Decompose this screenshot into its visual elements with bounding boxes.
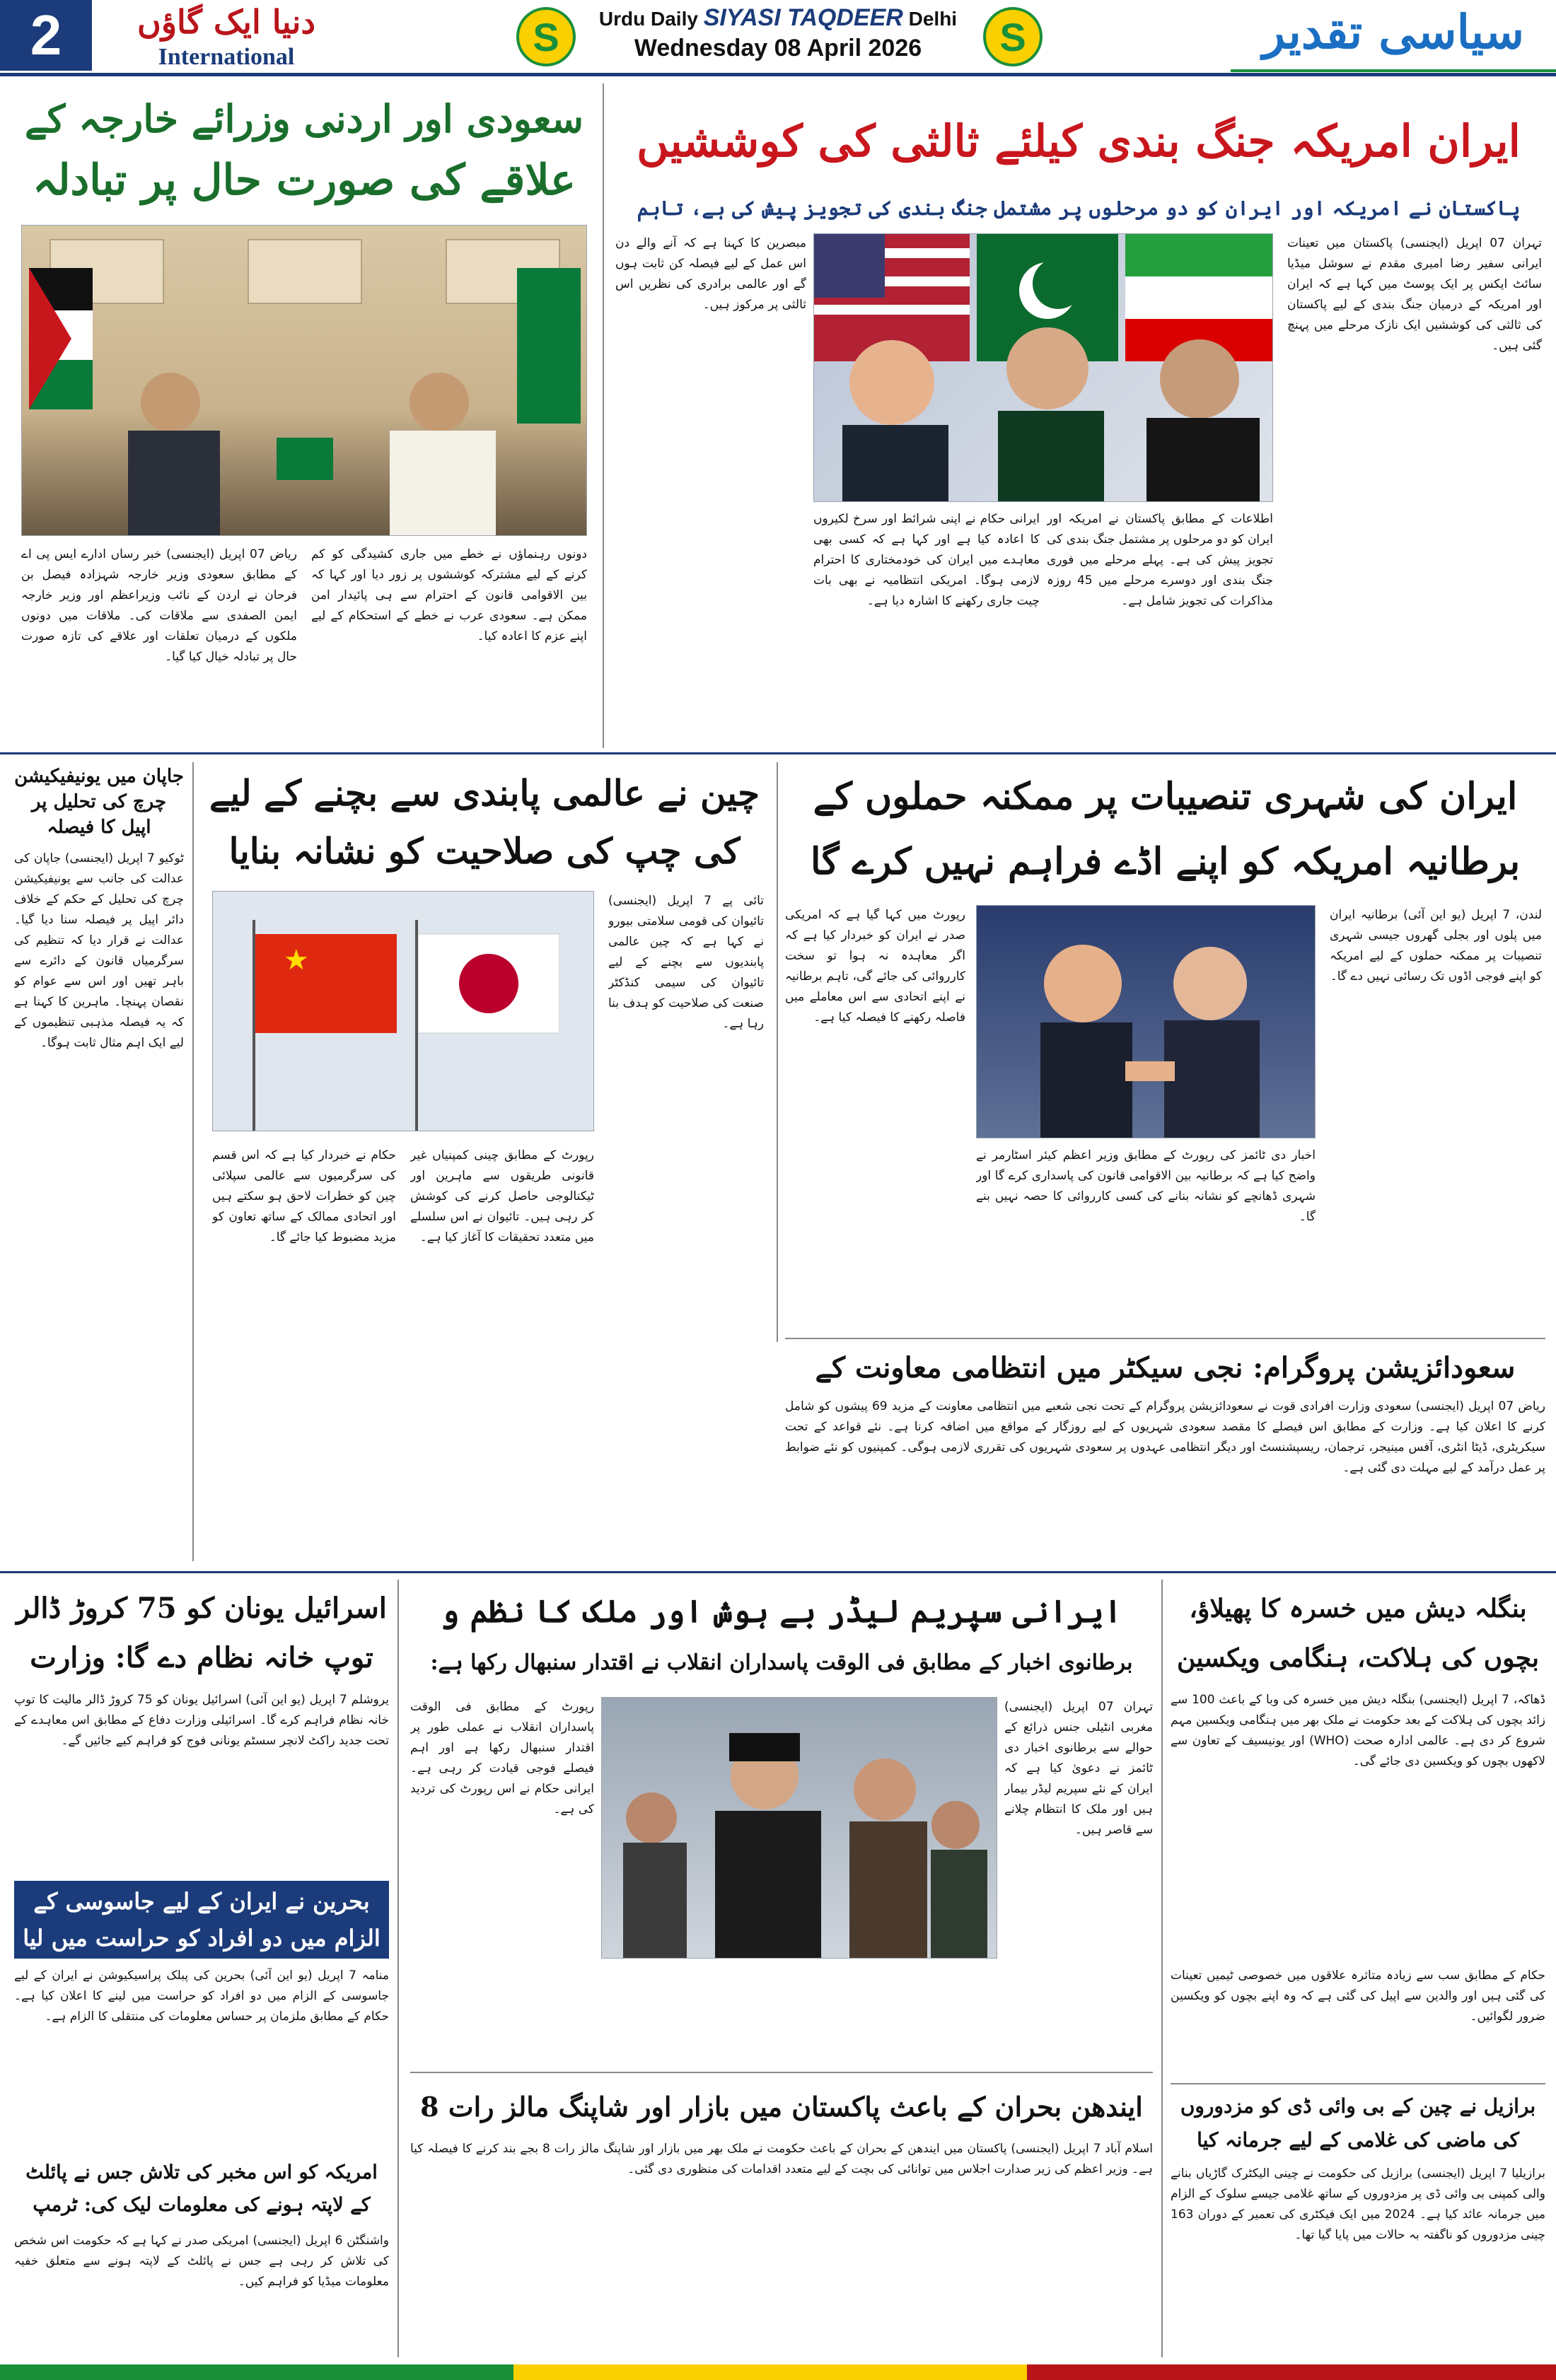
divider (410, 2072, 1153, 2073)
israel-greece-headline-2: توپ خانہ نظام دے گا: وزارت (30, 1641, 373, 1674)
saudi-jordan-headline-2: علاقے کی صورت حال پر تبادلہ (33, 156, 576, 205)
uk-us-leaders-photo (976, 905, 1316, 1138)
page-number: 2 (0, 0, 92, 71)
crowd-illustration (602, 1698, 997, 1959)
column-divider (1161, 1580, 1163, 2357)
saudisation-body: ریاض 07 اپریل (ایجنسی) سعودی وزارت افرادی قوت نے سعودائزیشن پروگرام کے تحت نجی شعبے میں انتظامی معاونت کے مزید 69 پیشوں کو شامل کرنے کا اعلان کیا ہے۔ وزارت کے مطابق اس فیصلے کا مقصد سعودی شہریوں کے لیے روزگار کے مواقع میں اضافہ کرنا ہے۔ نئے قواعد کے تحت سیکریٹری، ڈیٹا انٹری، آفس مینیجر، ترجمان، ریسپشنسٹ اور دیگر انتظامی عہدوں پر سعودی شہریوں کی تقرری لازمی ہوگی۔ کمپنیوں کو نئے ضوابط پر عمل درآمد کے لیے مہلت دی گئی ہے۔ (785, 1399, 1545, 1475)
logo-left-icon: S (516, 7, 576, 66)
meeting-illustration (22, 226, 587, 536)
taiwan-body-3: حکام نے خبردار کیا ہے کہ اس قسم کی سرگرمیوں سے عالمی سپلائی چین کو خطرات لاحق ہو سکتے ہیں اور اتحادی ممالک کے ساتھ تعاون کو مزید مضبوط کیا جائے گا۔ (212, 1148, 396, 1244)
measles-body-2: حکام کے مطابق سب سے زیادہ متاثرہ علاقوں میں خصوصی ٹیمیں تعینات کی گئی ہیں اور والدین سے اپیل کی گئی ہے کہ وہ اپنے بچوں کو ویکسین ضرور لگوائیں۔ (1171, 1968, 1545, 2024)
ceasefire-body-1: تہران 07 اپریل (ایجنسی) پاکستان میں تعینات ایرانی سفیر رضا امیری مقدم نے سوشل میڈیا سائٹ ایکس پر ایک پوسٹ میں کہا ہے کہ ایران اور امریکہ کے درمیان جنگ بندی کے لیے پاکستان کی ثالثی کی کوششیں ایک نازک مرحلے میں پہنچ گئی ہیں۔ (1287, 236, 1542, 353)
taiwan-body-2: رپورٹ کے مطابق چینی کمپنیاں غیر قانونی طریقوں سے ماہرین اور ٹیکنالوجی حاصل کرنے کی کوشش کر رہی ہیں۔ تائیوان نے اس سلسلے میں متعدد تحقیقات کا آغاز کیا ہے۔ (410, 1148, 594, 1244)
uk-bases-body-1: لندن، 7 اپریل (یو این آئی) برطانیہ ایران میں پلوں اور بجلی گھروں جیسی شہری تنصیبات پر ممکنہ حملوں کے لیے امریکہ کو اپنے فوجی اڈوں تک رسائی نہیں دے گا۔ (1330, 908, 1542, 984)
taiwan-headline-2: کی چپ کی صلاحیت کو نشانہ بنایا (228, 830, 741, 872)
measles-headline-1: بنگلہ دیش میں خسرہ کا پھیلاؤ، (1189, 1594, 1527, 1623)
supreme-leader-subhead: برطانوی اخبار کے مطابق فی الوقت پاسداران انقلاب نے اقتدار سنبھال رکھا ہے: (430, 1650, 1133, 1675)
bahrain-body: منامہ 7 اپریل (یو این آئی) بحرین کی پبلک پراسیکیوشن نے ایران کے لیے جاسوسی کے الزام میں دو افراد کو حراست میں لینے کا اعلان کیا ہے۔ حکام کے مطابق ملزمان پر حساس معلومات کی منتقلی کا الزام ہے۔ (14, 1968, 389, 2024)
uk-bases-body-2: اخبار دی ٹائمز کی رپورٹ کے مطابق وزیر اعظم کیئر اسٹارمر نے واضح کیا ہے کہ برطانیہ بین الاقوامی قانون کی پاسداری کرے گا اور شہری ڈھانچے کو نشانہ بنانے کی کسی کارروائی کا حصہ نہیں بنے گا۔ (976, 1148, 1316, 1224)
saudi-jordan-body-2: دونوں رہنماؤں نے خطے میں جاری کشیدگی کو کم کرنے کے لیے مشترکہ کوششوں پر زور دیا اور کہا کہ بین الاقوامی قانون کے احترام سے ہی پائیدار امن ممکن ہے۔ سعودی عرب نے خطے کے استحکام کے لیے اپنے عزم کا اعادہ کیا۔ (311, 547, 587, 643)
bahrain-headline-box (14, 1881, 389, 1959)
logo-right-icon: S (983, 7, 1043, 66)
masthead-center (587, 4, 969, 72)
china-japan-flags-illustration (213, 892, 594, 1131)
israel-greece-body: یروشلم 7 اپریل (یو این آئی) اسرائیل یونان کو 75 کروڑ ڈالر مالیت کا توپ خانہ نظام فراہم کرے گا۔ اسرائیلی وزارت دفاع کے مطابق اس معاہدے کے تحت جدید راکٹ لانچر سسٹم یونانی فوج کو فراہم کیے جائیں گے۔ (14, 1693, 389, 1748)
newspaper-name: سیاسی تقدیر (1231, 4, 1556, 72)
saudi-jordan-body-1: ریاض 07 اپریل (ایجنسی) خبر رساں ادارے ایس پی اے کے مطابق سعودی وزیر خارجہ شہزادہ فیصل بن فرحان نے اردن کے نائب وزیراعظم اور وزیر خارجہ ایمن الصفدی سے ملاقات کی۔ ملاقات میں دونوں ملکوں کے درمیان تعلقات اور علاقے کی تازہ صورت حال پر تبادلہ خیال کیا گیا۔ (21, 547, 297, 664)
brand-name: SIYASI TAQDEER (703, 4, 903, 31)
fuel-crisis-headline: ایندھن بحران کے باعث پاکستان میں بازار اور شاپنگ مالز رات 8 (420, 2091, 1143, 2123)
ceasefire-body-3: ایرانی حکام نے اپنی شرائط اور سرخ لکیروں کا اعادہ کیا ہے اور کہا ہے کہ کسی بھی معاہدے میں ایران کی خودمختاری کا احترام لازمی ہوگا۔ امریکی انتظامیہ نے بھی بات چیت جاری رکھنے کا اشارہ دیا ہے۔ (813, 512, 1040, 608)
column-divider (603, 83, 604, 748)
byd-headline: برازیل نے چین کے بی وائی ڈی کو مزدوروں کی ماضی کی غلامی کے لیے جرمانہ کیا (1180, 2094, 1536, 2152)
section-divider (0, 1571, 1556, 1573)
svg-text:★: ★ (284, 944, 309, 976)
usa-leak-headline: امریکہ کو اس مخبر کی تلاش جس نے پائلٹ کے لاپتہ ہونے کی معلومات لیک کی: ٹرمپ (25, 2162, 378, 2216)
supreme-leader-body-2: رپورٹ کے مطابق فی الوقت پاسداران انقلاب نے عملی طور پر اقتدار سنبھال رکھا ہے اور اہم فیصلے فوجی قیادت کر رہی ہے۔ ایرانی حکام نے اس رپورٹ کی تردید کی ہے۔ (410, 1700, 594, 1816)
issue-date: Wednesday 08 April 2026 (634, 35, 922, 62)
column-divider (192, 762, 194, 1561)
supreme-leader-body-1: تہران 07 اپریل (ایجنسی) مغربی انٹیلی جنس ذرائع کے حوالے سے برطانوی اخبار دی ٹائمز نے دعویٰ کیا ہے کہ ایران کے نئے سپریم لیڈر بیمار ہیں اور ملک کا انتظام چلانے سے قاصر ہیں۔ (1004, 1700, 1153, 1837)
divider (785, 1338, 1545, 1339)
section-title-english: International (158, 44, 295, 70)
measles-body-1: ڈھاکہ، 7 اپریل (ایجنسی) بنگلہ دیش میں خسرہ کی وبا کے باعث 100 سے زائد بچوں کی ہلاکت کے بعد حکومت نے ملک بھر میں ہنگامی ویکسین مہم شروع کر دی ہے۔ عالمی ادارہ صحت (WHO) اور یونیسیف کے تعاون سے لاکھوں بچوں کو ویکسین دی جائے گی۔ (1171, 1693, 1545, 1768)
japan-church-body: ٹوکیو 7 اپریل (ایجنسی) جاپان کی عدالت کی جانب سے یونیفیکیشن چرچ کی تحلیل کے حکم کے خلاف دائر اپیل پر فیصلہ سنا دیا گیا۔ عدالت نے قرار دیا کہ تنظیم کی سرگرمیاں قانون کے دائرے سے باہر تھیں اور اس سے عوام کو نقصان پہنچا۔ ماہرین کا کہنا ہے کہ یہ فیصلہ مذہبی تنظیموں کے لیے ایک اہم مثال ثابت ہوگا۔ (14, 851, 184, 1050)
saudisation-headline: سعودائزیشن پروگرام: نجی سیکٹر میں انتظامی معاونت کے (815, 1351, 1516, 1384)
supreme-leader-headline: ایرانی سپریم لیڈر بے ہوش اور ملک کا نظم و (441, 1594, 1122, 1630)
uk-bases-headline-1: ایران کی شہری تنصیبات پر ممکنہ حملوں کے (813, 775, 1518, 818)
ceasefire-headline: ایران امریکہ جنگ بندی کیلئے ثالثی کی کوششیں (637, 115, 1521, 167)
ceasefire-body-2: اطلاعات کے مطابق پاکستان نے امریکہ اور ایران کو دو مرحلوں پر مشتمل جنگ بندی کی تجویز پیش کی ہے۔ پہلے مرحلے میں فوری جنگ بندی اور دوسرے مرحلے میں 45 روزہ مذاکرات کی تجویز شامل ہے۔ (1047, 512, 1273, 608)
saudi-jordan-photo (21, 225, 587, 536)
byd-body: برازیلیا 7 اپریل (ایجنسی) برازیل کی حکومت نے چینی الیکٹرک گاڑیاں بنانے والی کمپنی بی وائی ڈی پر مزدوروں کے ساتھ غلامی جیسے سلوک کے الزام میں جرمانہ عائد کیا ہے۔ 2024 میں ایک فیکٹری کی تعمیر کے دوران 163 چینی مزدوروں کو ناگفتہ بہ حالات میں پایا گیا تھا۔ (1171, 2166, 1545, 2242)
taiwan-body-1: تائی پے 7 اپریل (ایجنسی) تائیوان کی قومی سلامتی بیورو نے کہا ہے کہ چین عالمی پابندیوں سے بچنے کے لیے تائیوان کی سیمی کنڈکٹر صنعت کی صلاحیت کو ہدف بنا رہا ہے۔ (608, 894, 764, 1031)
measles-headline-2: بچوں کی ہلاکت، ہنگامی ویکسین (1176, 1643, 1539, 1673)
leaders-illustration (814, 234, 1273, 502)
usa-leak-body: واشنگٹن 6 اپریل (ایجنسی) امریکی صدر نے کہا ہے کہ حکومت اس شخص کی تلاش کر رہی ہے جس نے پائلٹ کے لاپتہ ہونے سے متعلق خفیہ معلومات میڈیا کو فراہم کیں۔ (14, 2234, 389, 2289)
ceasefire-body-4: مبصرین کا کہنا ہے کہ آنے والے دن اس عمل کے لیے فیصلہ کن ثابت ہوں گے اور عالمی برادری کی نظریں اس ثالثی پر مرکوز ہیں۔ (615, 236, 806, 312)
bahrain-headline: بحرین نے ایران کے لیے جاسوسی کے الزام میں دو افراد کو حراست میں لیا (23, 1888, 381, 1952)
japan-church-headline: جاپان میں یونیفیکیشن چرچ کی تحلیل پر اپیل کا فیصلہ (14, 766, 184, 838)
fuel-crisis-body: اسلام آباد 7 اپریل (ایجنسی) پاکستان میں ایندھن کے بحران کے باعث حکومت نے ملک بھر میں بازار اور شاپنگ مالز رات 8 بجے بند کرنے کا فیصلہ کیا ہے۔ وزیر اعظم کی زیر صدارت اجلاس میں توانائی کی بچت کے لیے متعدد اقدامات کی منظوری دی گئی۔ (410, 2142, 1153, 2176)
uk-bases-headline-2: برطانیہ امریکہ کو اپنے اڈے فراہم نہیں کرے گا (810, 840, 1521, 883)
section-divider (0, 752, 1556, 754)
flags-photo (212, 891, 594, 1131)
israel-greece-headline-1: اسرائیل یونان کو 75 کروڑ ڈالر (16, 1592, 387, 1625)
city: Delhi (908, 8, 958, 30)
leaders-photo (813, 233, 1273, 502)
column-divider (397, 1580, 399, 2357)
ceasefire-subhead: پاکستان نے امریکہ اور ایران کو دو مرحلوں پر مشتمل جنگ بندی کی تجویز پیش کی ہے، تاہم (637, 197, 1521, 220)
divider (1171, 2083, 1545, 2084)
uk-bases-body-3: رپورٹ میں کہا گیا ہے کہ امریکی صدر نے ایران کو خبردار کیا ہے کہ اگر معاہدہ نہ ہوا تو سخت کارروائی کی جائے گی، تاہم برطانیہ نے اپنے اتحادی سے اس معاملے میں فاصلہ رکھنے کا فیصلہ کیا ہے۔ (785, 908, 965, 1025)
column-divider (777, 762, 778, 1342)
saudi-jordan-headline-1: سعودی اور اردنی وزرائے خارجہ کے (24, 96, 584, 141)
supreme-leader-photo (601, 1697, 997, 1959)
footer-strip (0, 2364, 1556, 2380)
paper-line: Urdu Daily (598, 8, 698, 30)
taiwan-headline-1: چین نے عالمی پابندی سے بچنے کے لیے (209, 772, 760, 814)
handshake-illustration (977, 906, 1316, 1138)
section-title-urdu: دنیا ایک گاؤں (137, 3, 315, 41)
